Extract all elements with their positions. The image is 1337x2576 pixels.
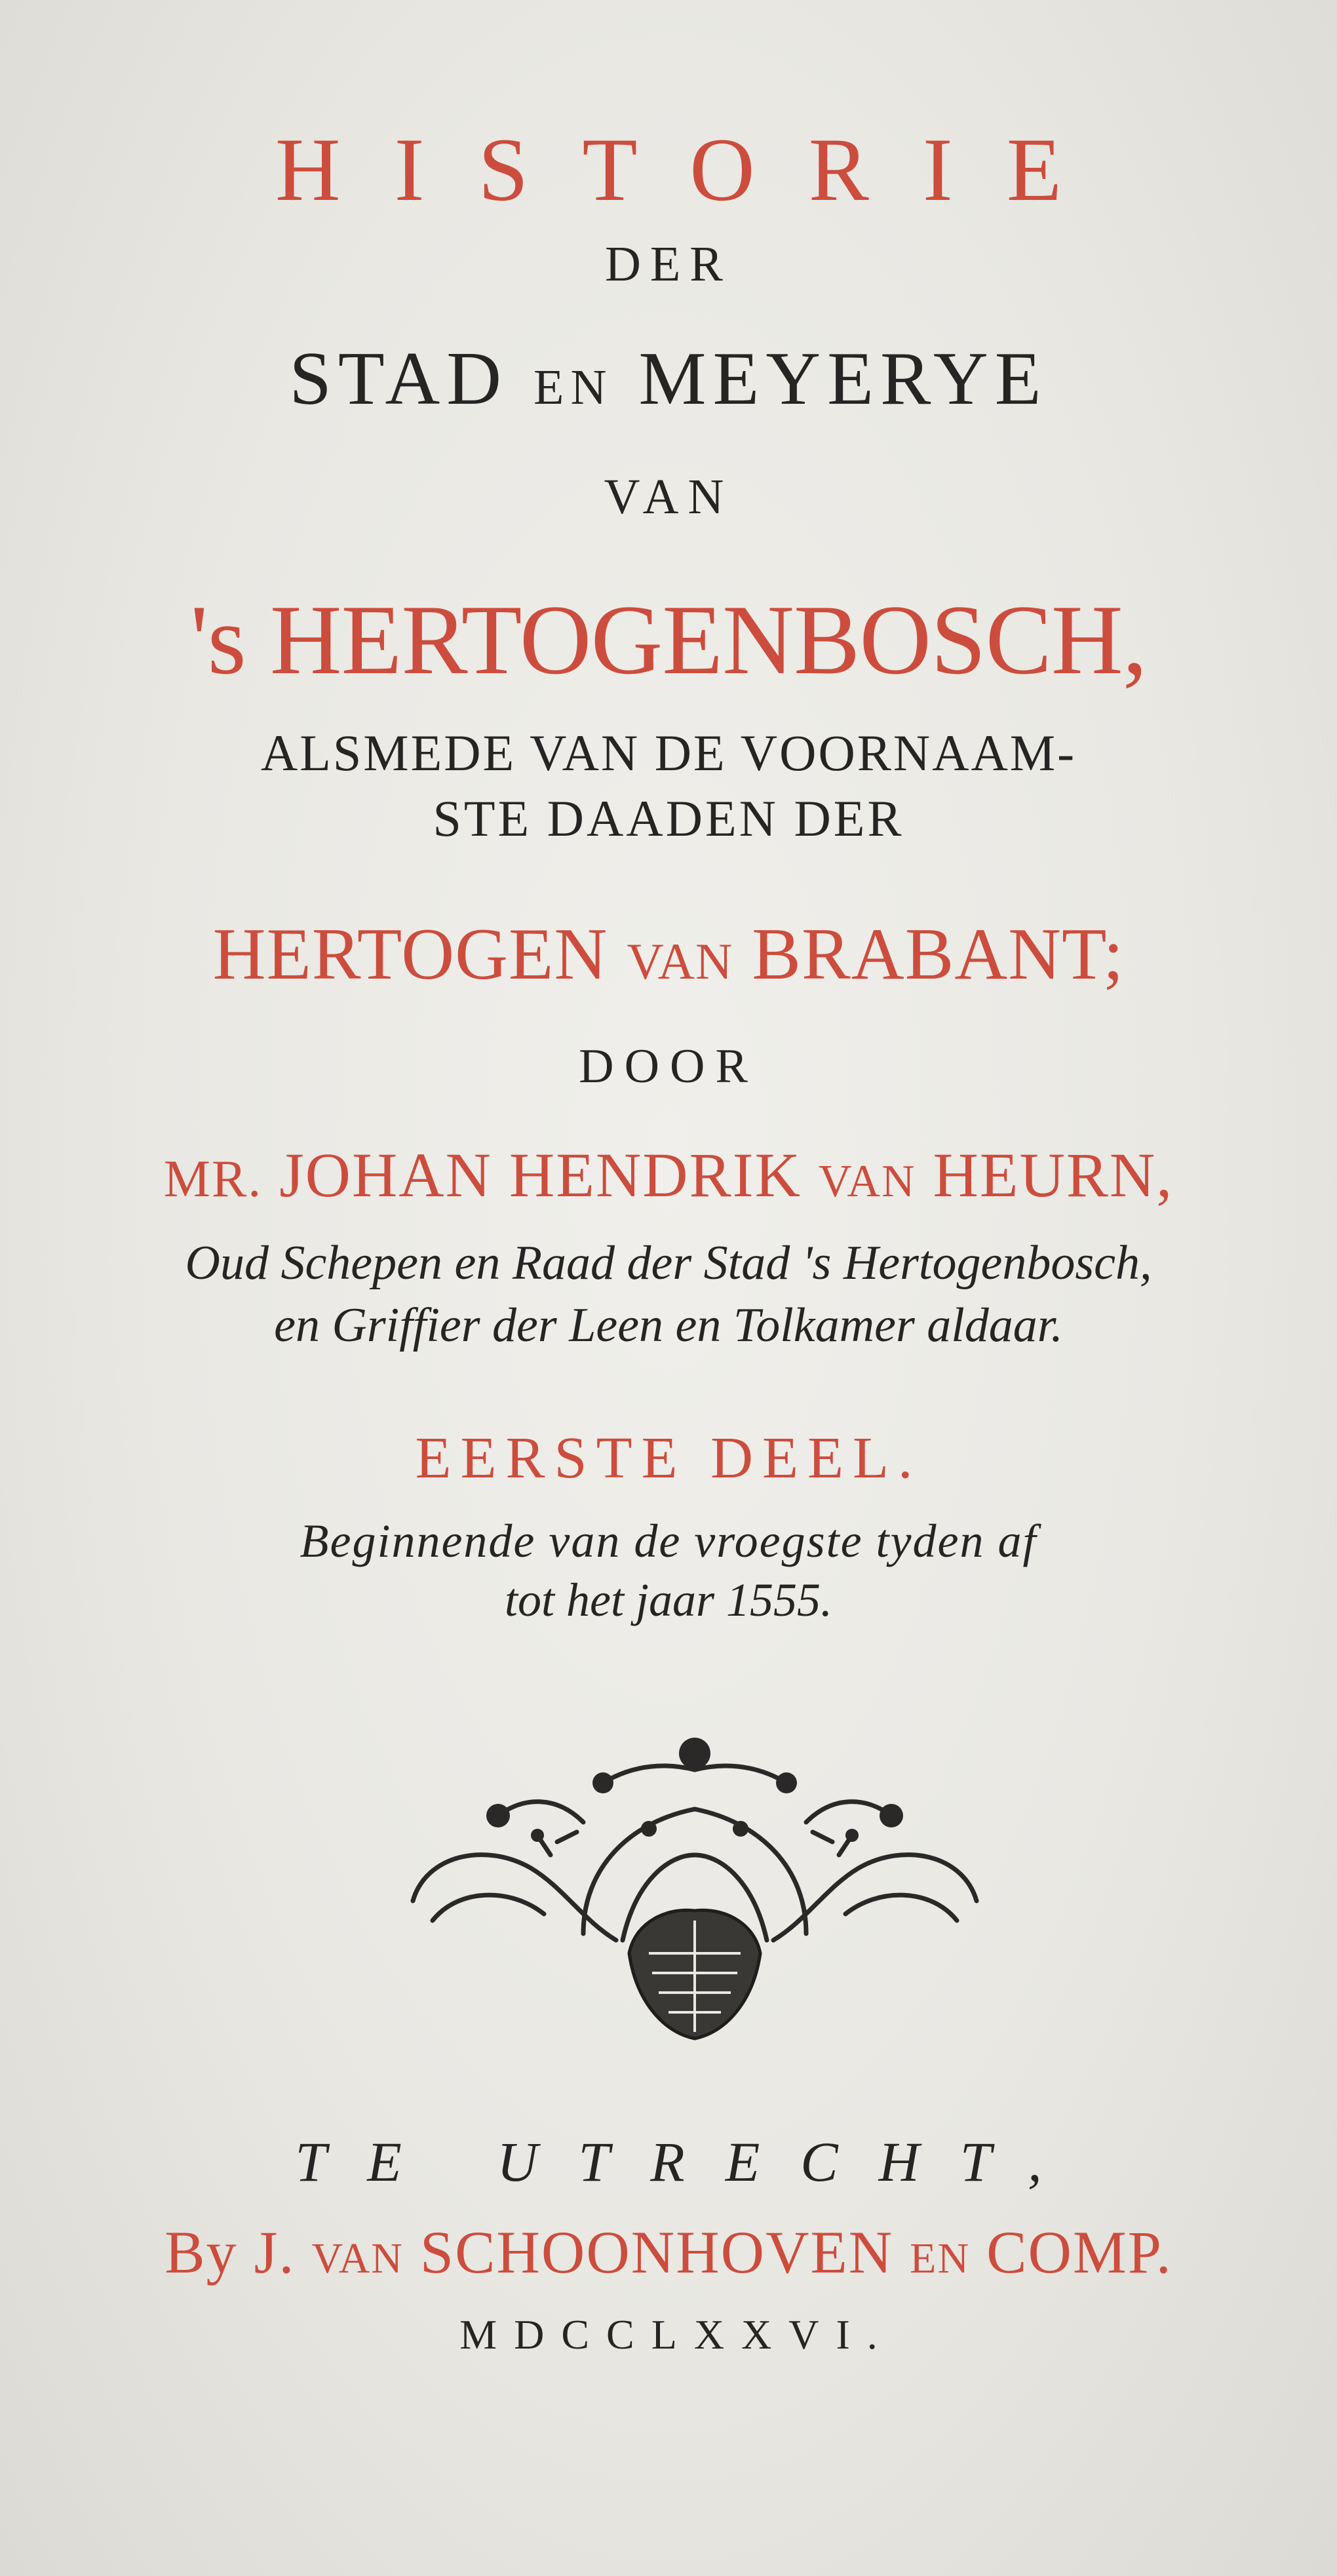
word-hertogen: HERTOGEN (212, 914, 608, 995)
word-brabant: BRABANT; (752, 914, 1125, 995)
word-en: EN (533, 360, 613, 415)
volume-scope-2: tot het jaar 1555. (505, 1574, 832, 1626)
floral-cartouche-icon (387, 1724, 1003, 2052)
publisher-en: EN (910, 2234, 971, 2282)
publisher-by: By J. (165, 2219, 296, 2286)
subtitle-line-1: ALSMEDE VAN DE VOORNAAM- (260, 724, 1077, 781)
volume-label: EERSTE DEEL. (415, 1426, 922, 1491)
imprint-place: TE UTRECHT, (295, 2130, 1083, 2193)
imprint-publisher (0, 2219, 1337, 2286)
imprint-year: MDCCLXXVI. (459, 2311, 895, 2358)
author-van: VAN (818, 1156, 916, 1207)
author-surname: HEURN, (933, 1140, 1174, 1210)
title-hertogenbosch: 's HERTOGENBOSCH, (190, 585, 1147, 695)
author-office-1: Oud Schepen en Raad der Stad 's Hertogenbosch, (185, 1236, 1152, 1290)
title-door: DOOR (579, 1040, 758, 1093)
word-van: VAN (627, 933, 733, 990)
word-meyerye: MEYERYE (638, 337, 1048, 421)
title-der: DER (605, 237, 732, 292)
title-van: VAN (604, 469, 733, 524)
subtitle-line-2: STE DAADEN DER (433, 790, 904, 847)
author-title: MR. (163, 1150, 263, 1208)
title-historie: HISTORIE (275, 119, 1116, 220)
author-line (0, 1140, 1337, 1210)
title-stad-meyerye (0, 337, 1337, 421)
title-hertogen-brabant (0, 914, 1337, 995)
author-office-2: en Griffier der Leen en Tolkamer aldaar. (274, 1298, 1063, 1352)
word-stad: STAD (289, 337, 509, 421)
publisher-van: VAN (311, 2234, 404, 2282)
publisher-name: SCHOONHOVEN (419, 2219, 894, 2286)
volume-scope-1: Beginnende van de vroegste tyden af (300, 1515, 1037, 1567)
publisher-comp: COMP. (986, 2219, 1172, 2286)
author-name: JOHAN HENDRIK (279, 1140, 802, 1210)
